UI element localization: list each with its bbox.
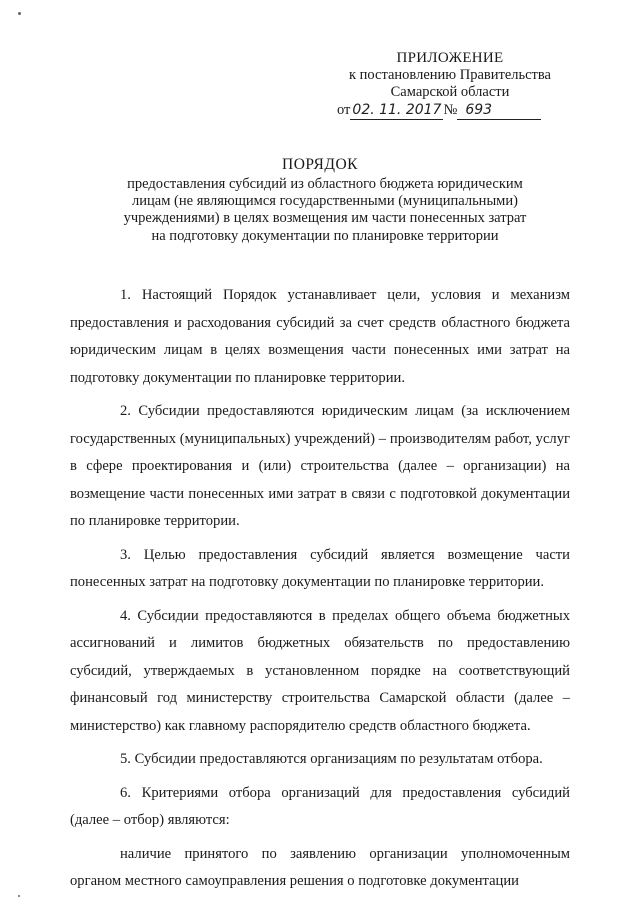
subtitle-line: на подготовку документации по планировке территории: [151, 227, 499, 244]
number-prefix: №: [443, 102, 458, 118]
handwritten-date: 02. 11. 2017: [352, 102, 442, 118]
annex-block: [335, 50, 565, 120]
date-prefix: от: [337, 102, 351, 118]
annex-title: ПРИЛОЖЕНИЕ: [396, 50, 504, 66]
subtitle-line: предоставления субсидий из областного бюджета юридическим: [127, 176, 523, 192]
scan-speck: [18, 895, 20, 897]
order-title: ПОРЯДОК: [282, 156, 358, 173]
annex-date-line: [335, 102, 565, 120]
order-subtitle: [90, 176, 560, 245]
scan-speck: [18, 12, 21, 15]
paragraph-1: 1. Настоящий Порядок устанавливает цели, условия и механизм предоставления и расходования субсидий за счет средств областного бюджета юридическим лицам в целях возмещения части понесенных ими затрат на подготовку документации по планировке территории.: [70, 287, 570, 386]
paragraph-3: 3. Целью предоставления субсидий является возмещение части понесенных затрат на подготовку документации по планировке территории.: [70, 546, 570, 590]
handwritten-number: 693: [457, 102, 541, 120]
annex-line: Самарской области: [390, 84, 510, 100]
paragraph-6: 6. Критериями отбора организаций для предоставления субсидий (далее – отбор) являются:: [70, 784, 570, 828]
document-body: [70, 282, 570, 896]
subtitle-line: лицам (не являющимся государственными (муниципальными): [132, 193, 518, 210]
subtitle-line: учреждениями) в целях возмещения им части понесенных затрат: [123, 210, 527, 227]
paragraph-5: 5. Субсидии предоставляются организациям по результатам отбора.: [120, 751, 543, 767]
paragraph-criterion-1: наличие принятого по заявлению организации уполномоченным органом местного самоуправления решения о подготовке документации: [70, 845, 570, 889]
paragraph-2: 2. Субсидии предоставляются юридическим лицам (за исключением государственных (муниципальных) учреждений) – производителям работ, услуг в сфере проектирования и (или) строительства (далее – организации) на возмещение части понесенных ими затрат в связи с подготовкой документации по планировке территории.: [70, 403, 570, 529]
annex-line: к постановлению Правительства: [349, 67, 551, 83]
paragraph-4: 4. Субсидии предоставляются в пределах общего объема бюджетных ассигнований и лимитов бюджетных обязательств по предоставлению субсидий, утверждаемых в установленном порядке на соответствующий финансовый год министерству строительства Самарской области (далее – министерство) как главному распорядителю средств областного бюджета.: [70, 607, 570, 734]
